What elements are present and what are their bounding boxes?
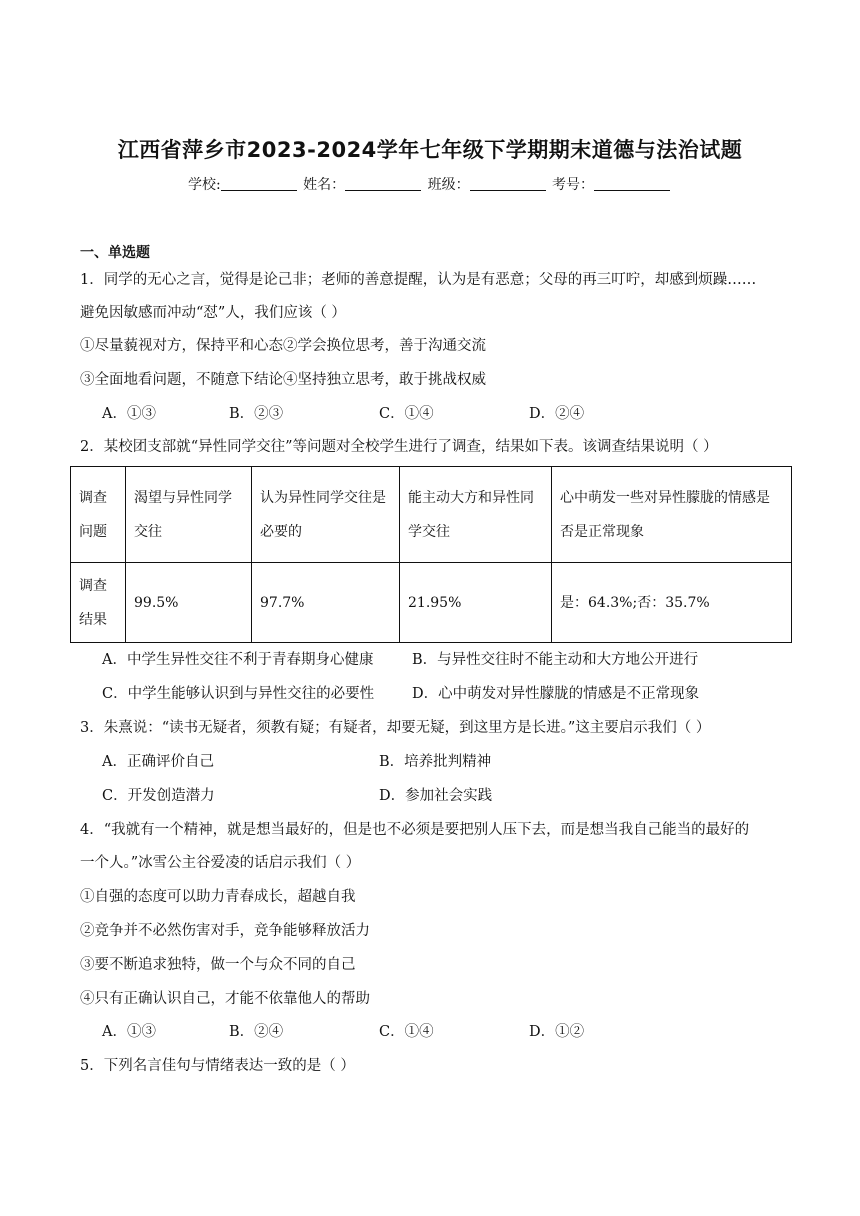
- q4-statement-1: ①自强的态度可以助力青春成长，超越自我: [80, 889, 356, 905]
- q2-option-d: D．心中萌发对异性朦胧的情感是不正常现象: [412, 686, 700, 702]
- table-cell: 97.7%: [252, 563, 400, 643]
- q2-option-a: A．中学生异性交往不利于青春期身心健康: [102, 652, 374, 668]
- q4-stem-line-2: 一个人。”冰雪公主谷爱凌的话启示我们（ ）: [80, 855, 361, 871]
- class-label: 班级：: [427, 177, 470, 193]
- table-cell: 心中萌发一些对异性朦胧的情感是否是正常现象: [552, 467, 792, 563]
- q2-stem: 2．某校团支部就“异性同学交往”等问题对全校学生进行了调查，结果如下表。该调查结果说明（ ）: [80, 439, 718, 455]
- q1-option-c: C．①④: [379, 406, 434, 422]
- q3-stem: 3．朱熹说：“读书无疑者，须教有疑；有疑者，却要无疑，到这里方是长进。”这主要启示我们（ ）: [80, 720, 711, 736]
- q2-option-c: C．中学生能够认识到与异性交往的必要性: [102, 686, 375, 702]
- q4-statement-2: ②竞争并不必然伤害对手，竞争能够释放活力: [80, 923, 370, 939]
- survey-table: [70, 466, 792, 643]
- exam-number-blank: [594, 176, 670, 191]
- table-cell: 是：64.3%;否：35.7%: [552, 563, 792, 643]
- table-cell: 渴望与异性同学交往: [126, 467, 252, 563]
- school-blank: [221, 176, 297, 191]
- table-cell: 调查结果: [71, 563, 126, 643]
- q2-option-b: B．与异性交往时不能主动和大方地公开进行: [412, 652, 699, 668]
- table-row-questions: [71, 467, 792, 563]
- class-blank: [470, 176, 546, 191]
- q4-stem-line-1: 4．“我就有一个精神，就是想当最好的，但是也不必须是要把别人压下去，而是想当我自己能当的最好的: [80, 822, 750, 838]
- q5-stem: 5．下列名言佳句与情绪表达一致的是（ ）: [80, 1058, 355, 1074]
- q1-stem-line-1: 1．同学的无心之言，觉得是论己非；老师的善意提醒，认为是有恶意；父母的再三叮咛，却感到烦躁……: [80, 272, 757, 288]
- q4-option-b: B．②④: [229, 1024, 284, 1040]
- exam-title: 江西省萍乡市2023-2024学年七年级下学期期末道德与法治试题: [117, 138, 743, 162]
- q4-option-c: C．①④: [379, 1024, 434, 1040]
- q4-statement-4: ④只有正确认识自己，才能不依靠他人的帮助: [80, 991, 370, 1007]
- section-title: 一、单选题: [80, 245, 150, 261]
- q1-option-d: D．②④: [529, 406, 585, 422]
- q3-option-a: A．正确评价自己: [102, 754, 214, 770]
- table-cell: 99.5%: [126, 563, 252, 643]
- q4-option-a: A．①③: [102, 1024, 156, 1040]
- school-label: 学校:: [187, 177, 221, 193]
- table-cell: 调查问题: [71, 467, 126, 563]
- q3-option-b: B．培养批判精神: [379, 754, 492, 770]
- q1-statement-line-2: ③全面地看问题，不随意下结论④坚持独立思考，敢于挑战权威: [80, 372, 486, 388]
- table-cell: 能主动大方和异性同学交往: [400, 467, 552, 563]
- name-label: 姓名：: [303, 177, 346, 193]
- q4-option-d: D．①②: [529, 1024, 585, 1040]
- q1-option-a: A．①③: [102, 406, 156, 422]
- q1-stem-line-2: 避免因敏感而冲动“怼”人，我们应该（ ）: [80, 305, 346, 321]
- exam-number-label: 考号：: [552, 177, 595, 193]
- q3-option-d: D．参加社会实践: [379, 788, 493, 804]
- q3-option-c: C．开发创造潜力: [102, 788, 215, 804]
- q1-option-b: B．②③: [229, 406, 284, 422]
- table-cell: 认为异性同学交往是必要的: [252, 467, 400, 563]
- table-cell: 21.95%: [400, 563, 552, 643]
- name-blank: [345, 176, 421, 191]
- student-info-row: [0, 174, 860, 194]
- table-row-results: [71, 563, 792, 643]
- q4-statement-3: ③要不断追求独特，做一个与众不同的自己: [80, 957, 356, 973]
- q1-statement-line-1: ①尽量藐视对方，保持平和心态②学会换位思考，善于沟通交流: [80, 338, 486, 354]
